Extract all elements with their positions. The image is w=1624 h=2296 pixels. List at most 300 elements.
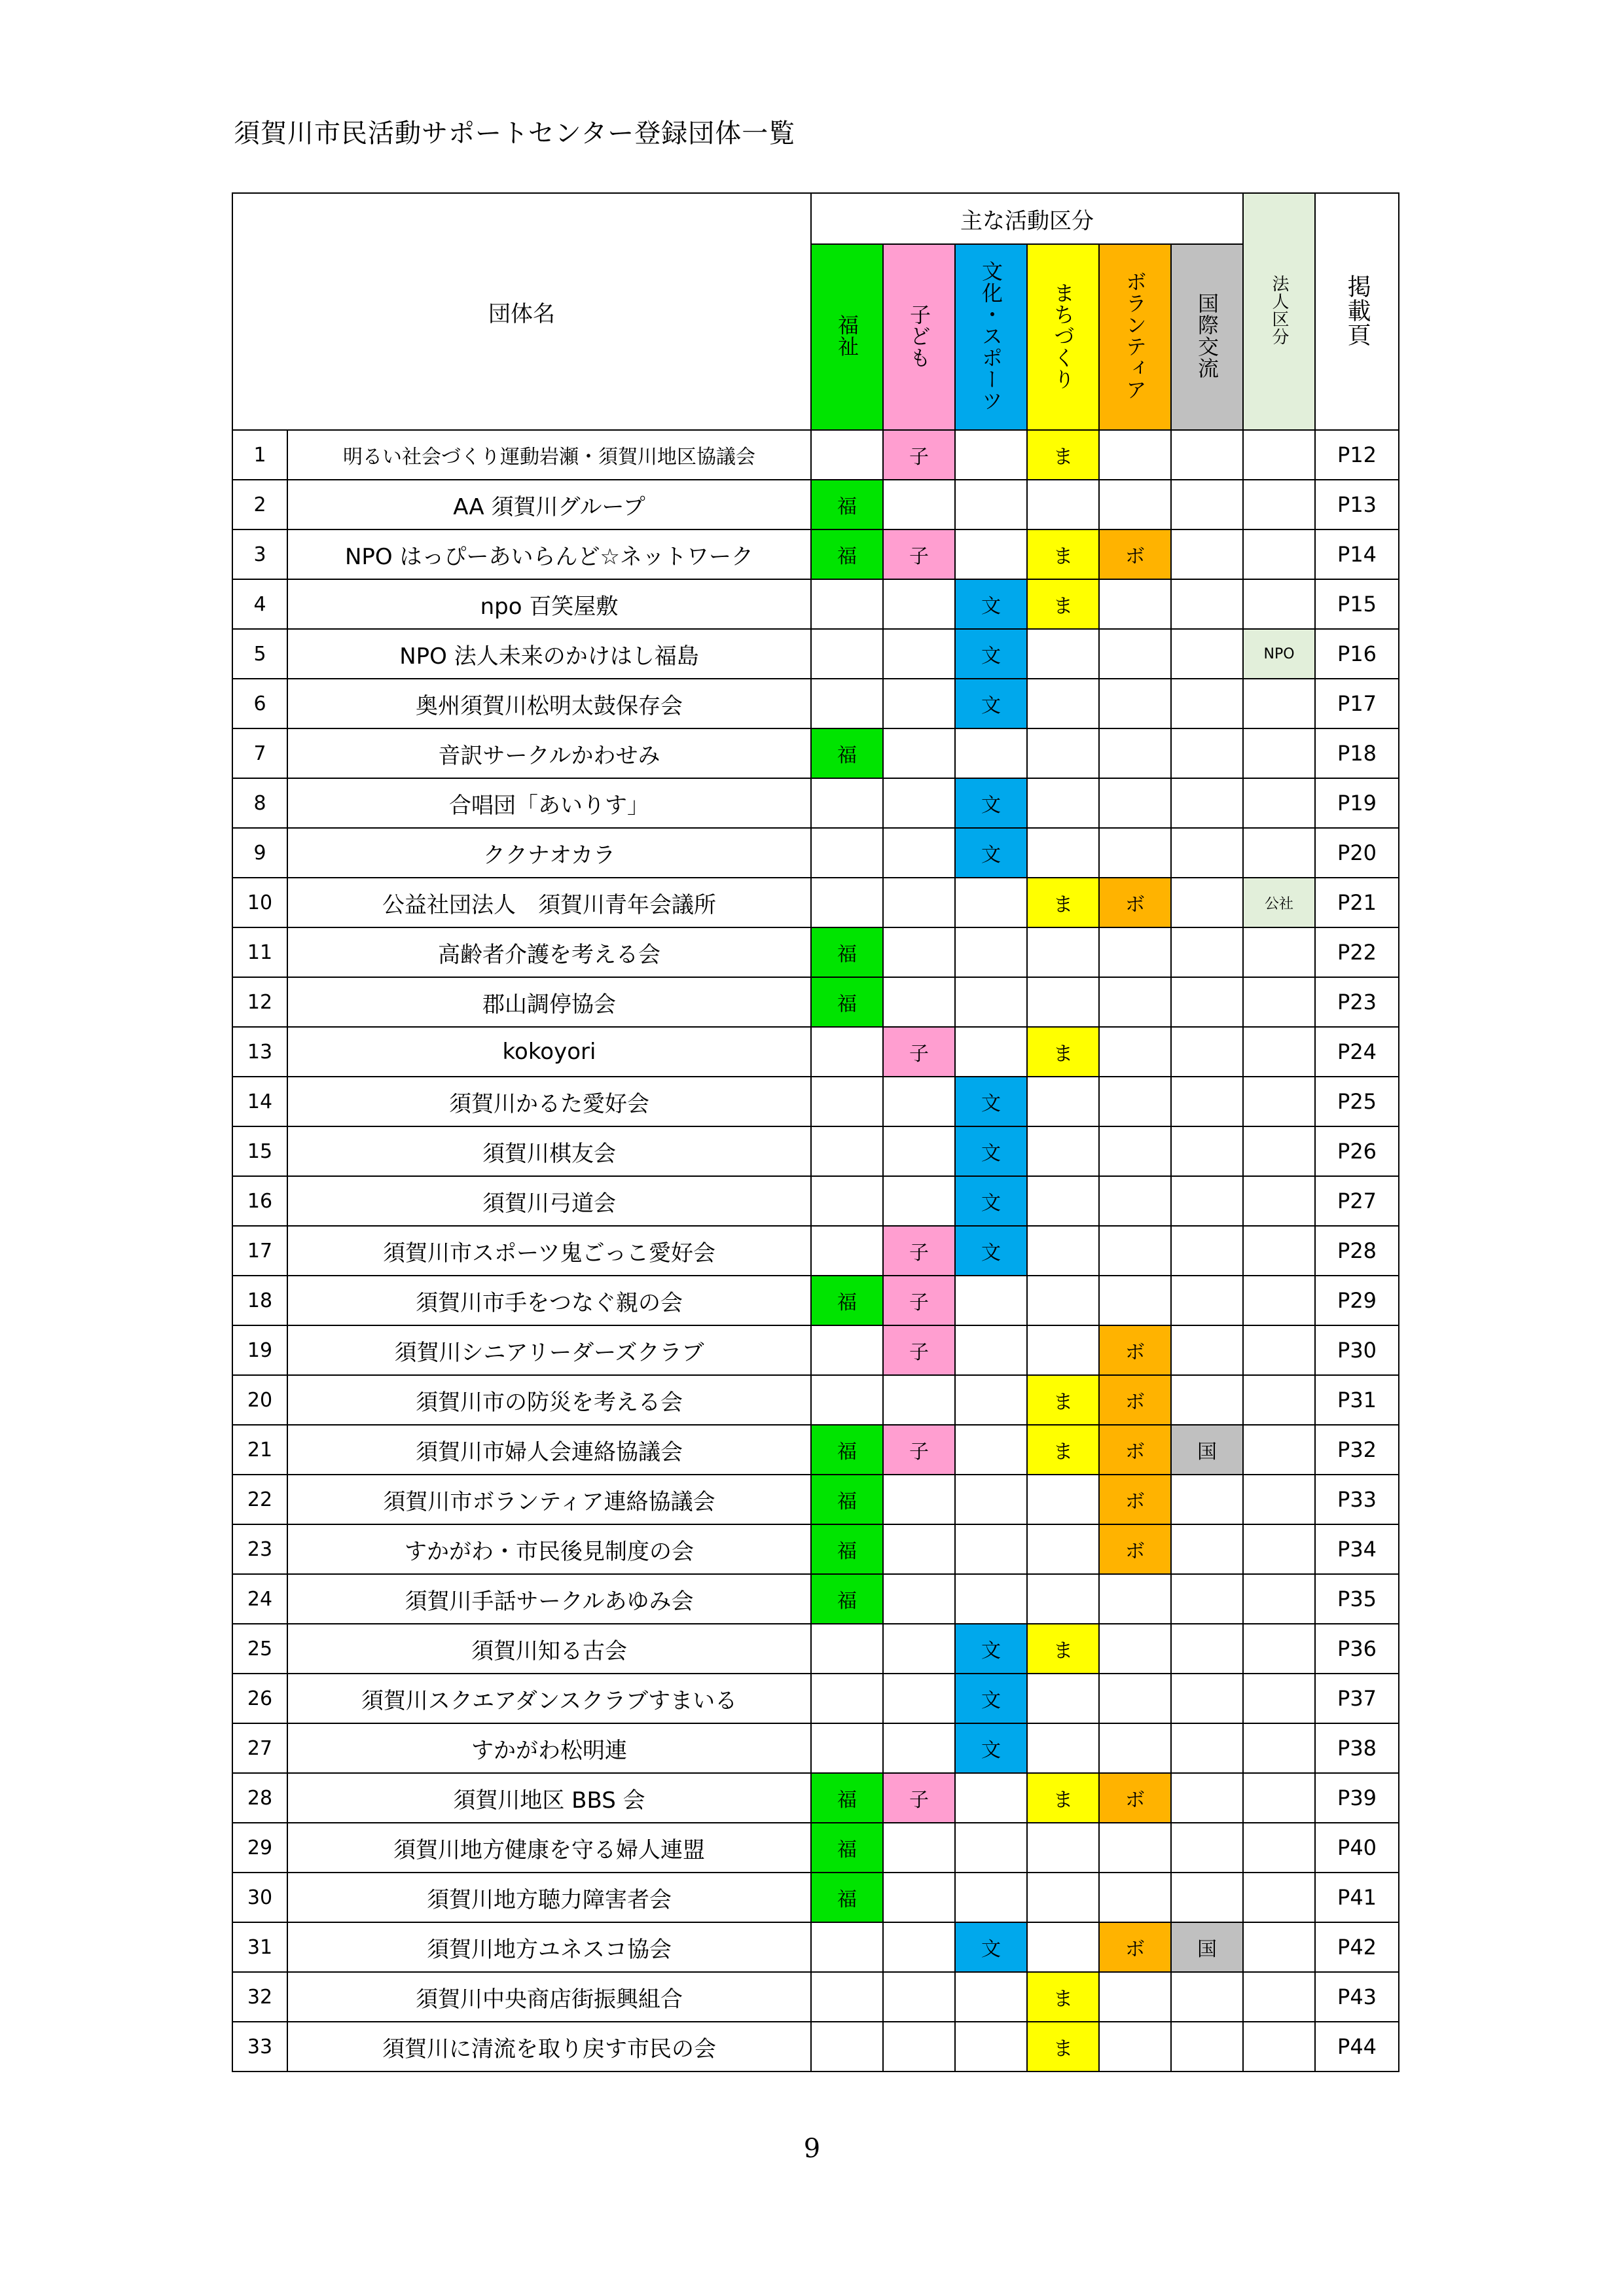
group-name: 須賀川市の防災を考える会 <box>287 1375 811 1425</box>
row-number: 21 <box>232 1425 287 1475</box>
category-community-cell <box>1027 1823 1099 1873</box>
category-community-cell <box>1027 1674 1099 1723</box>
category-community-cell <box>1027 1524 1099 1574</box>
page-reference: P38 <box>1315 1723 1399 1773</box>
category-children-cell <box>883 579 955 629</box>
category-children-cell <box>883 1972 955 2022</box>
category-culture-sports-cell: 文 <box>955 1723 1027 1773</box>
category-community-cell <box>1027 1126 1099 1176</box>
corporation-type-cell <box>1243 1375 1315 1425</box>
category-community-cell <box>1027 728 1099 778</box>
category-culture-sports-cell <box>955 529 1027 579</box>
category-volunteer-cell <box>1099 1027 1171 1077</box>
page-reference: P43 <box>1315 1972 1399 2022</box>
category-children-cell <box>883 1524 955 1574</box>
page-reference: P23 <box>1315 977 1399 1027</box>
category-culture-sports-cell <box>955 1823 1027 1873</box>
category-welfare-cell <box>811 1624 883 1674</box>
category-culture-sports-cell: 文 <box>955 1126 1027 1176</box>
category-welfare-cell: 福 <box>811 1475 883 1524</box>
row-number: 18 <box>232 1276 287 1325</box>
page-reference: P15 <box>1315 579 1399 629</box>
corporation-type-cell <box>1243 480 1315 529</box>
table-row <box>232 1574 1399 1624</box>
document-title: 須賀川市民活動サポートセンター登録団体一覧 <box>234 118 796 149</box>
page-reference: P42 <box>1315 1922 1399 1972</box>
row-number: 6 <box>232 679 287 728</box>
category-international-cell <box>1171 1375 1243 1425</box>
category-children-cell <box>883 878 955 927</box>
category-community-cell: ま <box>1027 1624 1099 1674</box>
category-welfare-cell <box>811 778 883 828</box>
category-volunteer-cell: ボ <box>1099 1475 1171 1524</box>
category-international-cell <box>1171 2022 1243 2072</box>
category-culture-sports-cell <box>955 2022 1027 2072</box>
table-row <box>232 927 1399 977</box>
category-community-cell <box>1027 1574 1099 1624</box>
corporation-type-cell: NPO <box>1243 629 1315 679</box>
row-number: 5 <box>232 629 287 679</box>
category-international-cell <box>1171 1723 1243 1773</box>
corporation-type-cell <box>1243 430 1315 480</box>
category-children-cell <box>883 1723 955 1773</box>
category-welfare-cell: 福 <box>811 1823 883 1873</box>
row-number: 11 <box>232 927 287 977</box>
category-culture-sports-cell: 文 <box>955 778 1027 828</box>
category-international-cell <box>1171 927 1243 977</box>
category-culture-sports-cell <box>955 1972 1027 2022</box>
row-number: 10 <box>232 878 287 927</box>
category-culture-sports-cell: 文 <box>955 1176 1027 1226</box>
page-reference: P39 <box>1315 1773 1399 1823</box>
corporation-type-cell <box>1243 1027 1315 1077</box>
category-international-cell <box>1171 1574 1243 1624</box>
category-children-cell: 子 <box>883 1226 955 1276</box>
group-name: 奥州須賀川松明太鼓保存会 <box>287 679 811 728</box>
category-international-cell <box>1171 1972 1243 2022</box>
category-welfare-cell: 福 <box>811 1873 883 1922</box>
category-community-header: まちづくり <box>1027 244 1099 430</box>
table-row <box>232 1773 1399 1823</box>
group-name: 音訳サークルかわせみ <box>287 728 811 778</box>
category-welfare-cell <box>811 1226 883 1276</box>
table-row <box>232 1176 1399 1226</box>
category-international-cell <box>1171 1475 1243 1524</box>
corporation-type-cell <box>1243 1922 1315 1972</box>
table-row <box>232 1027 1399 1077</box>
category-international-cell <box>1171 778 1243 828</box>
group-name: 明るい社会づくり運動岩瀬・須賀川地区協議会 <box>287 430 811 480</box>
category-welfare-cell: 福 <box>811 1276 883 1325</box>
category-volunteer-cell: ボ <box>1099 1773 1171 1823</box>
table-row <box>232 679 1399 728</box>
category-international-cell <box>1171 1624 1243 1674</box>
category-volunteer-cell <box>1099 480 1171 529</box>
category-volunteer-cell <box>1099 679 1171 728</box>
table-row <box>232 480 1399 529</box>
row-number: 27 <box>232 1723 287 1773</box>
group-name: 須賀川手話サークルあゆみ会 <box>287 1574 811 1624</box>
category-children-cell: 子 <box>883 1425 955 1475</box>
group-name: 須賀川地方聴力障害者会 <box>287 1873 811 1922</box>
category-community-cell <box>1027 927 1099 977</box>
row-number: 15 <box>232 1126 287 1176</box>
group-name: 須賀川スクエアダンスクラブすまいる <box>287 1674 811 1723</box>
group-name: 須賀川市スポーツ鬼ごっこ愛好会 <box>287 1226 811 1276</box>
category-welfare-cell: 福 <box>811 977 883 1027</box>
category-international-cell <box>1171 1674 1243 1723</box>
corporation-type-cell: 公社 <box>1243 878 1315 927</box>
category-international-cell <box>1171 1773 1243 1823</box>
category-volunteer-cell <box>1099 1723 1171 1773</box>
category-children-cell: 子 <box>883 1276 955 1325</box>
category-children-cell <box>883 977 955 1027</box>
page-reference: P37 <box>1315 1674 1399 1723</box>
row-number: 1 <box>232 430 287 480</box>
category-volunteer-cell: ボ <box>1099 529 1171 579</box>
category-children-cell <box>883 1873 955 1922</box>
row-number: 20 <box>232 1375 287 1425</box>
corporation-type-cell <box>1243 1226 1315 1276</box>
table-row <box>232 1077 1399 1126</box>
category-volunteer-header: ボランティア <box>1099 244 1171 430</box>
category-international-cell <box>1171 878 1243 927</box>
category-international-cell <box>1171 679 1243 728</box>
category-community-cell: ま <box>1027 2022 1099 2072</box>
category-welfare-cell: 福 <box>811 1773 883 1823</box>
category-volunteer-cell: ボ <box>1099 878 1171 927</box>
row-number: 16 <box>232 1176 287 1226</box>
corporation-type-cell <box>1243 728 1315 778</box>
page-reference: P22 <box>1315 927 1399 977</box>
category-welfare-cell <box>811 2022 883 2072</box>
category-welfare-cell <box>811 1325 883 1375</box>
category-welfare-cell: 福 <box>811 1574 883 1624</box>
category-children-cell <box>883 480 955 529</box>
category-welfare-cell <box>811 878 883 927</box>
category-volunteer-cell <box>1099 728 1171 778</box>
category-community-cell <box>1027 1226 1099 1276</box>
category-welfare-cell <box>811 828 883 878</box>
corporation-type-cell <box>1243 828 1315 878</box>
category-welfare-cell <box>811 1375 883 1425</box>
category-welfare-cell: 福 <box>811 728 883 778</box>
category-community-cell: ま <box>1027 878 1099 927</box>
category-volunteer-cell <box>1099 1574 1171 1624</box>
category-international-cell <box>1171 828 1243 878</box>
row-number: 26 <box>232 1674 287 1723</box>
row-number: 28 <box>232 1773 287 1823</box>
corporation-type-cell <box>1243 1425 1315 1475</box>
page-reference: P20 <box>1315 828 1399 878</box>
category-culture-sports-cell <box>955 1773 1027 1823</box>
category-volunteer-cell <box>1099 778 1171 828</box>
category-volunteer-cell <box>1099 1077 1171 1126</box>
category-welfare-cell: 福 <box>811 529 883 579</box>
page-reference: P28 <box>1315 1226 1399 1276</box>
category-volunteer-cell <box>1099 1624 1171 1674</box>
category-children-cell <box>883 629 955 679</box>
group-name: npo 百笑屋敷 <box>287 579 811 629</box>
category-children-cell: 子 <box>883 1773 955 1823</box>
page-reference: P26 <box>1315 1126 1399 1176</box>
category-international-cell: 国 <box>1171 1425 1243 1475</box>
group-name: 須賀川市ボランティア連絡協議会 <box>287 1475 811 1524</box>
category-community-cell: ま <box>1027 529 1099 579</box>
row-number: 30 <box>232 1873 287 1922</box>
page-reference: P29 <box>1315 1276 1399 1325</box>
group-name: 須賀川市手をつなぐ親の会 <box>287 1276 811 1325</box>
page-reference: P17 <box>1315 679 1399 728</box>
category-volunteer-cell <box>1099 828 1171 878</box>
category-welfare-cell <box>811 1674 883 1723</box>
table-row <box>232 629 1399 679</box>
table-row <box>232 1873 1399 1922</box>
category-international-cell <box>1171 579 1243 629</box>
category-welfare-cell: 福 <box>811 927 883 977</box>
category-international-cell <box>1171 1077 1243 1126</box>
category-children-cell <box>883 1922 955 1972</box>
category-community-cell: ま <box>1027 1375 1099 1425</box>
category-children-cell <box>883 1176 955 1226</box>
category-international-cell <box>1171 728 1243 778</box>
page-reference: P41 <box>1315 1873 1399 1922</box>
table-row <box>232 1823 1399 1873</box>
corporation-type-cell <box>1243 1574 1315 1624</box>
category-culture-sports-cell: 文 <box>955 828 1027 878</box>
category-culture-sports-cell <box>955 1475 1027 1524</box>
category-children-cell <box>883 2022 955 2072</box>
table-row <box>232 1276 1399 1325</box>
group-name: 須賀川地方健康を守る婦人連盟 <box>287 1823 811 1873</box>
category-volunteer-cell <box>1099 1674 1171 1723</box>
table-row <box>232 1674 1399 1723</box>
corporation-type-cell <box>1243 1972 1315 2022</box>
category-volunteer-cell <box>1099 629 1171 679</box>
row-number: 13 <box>232 1027 287 1077</box>
category-children-cell <box>883 1375 955 1425</box>
category-volunteer-cell <box>1099 1226 1171 1276</box>
group-name: 須賀川棋友会 <box>287 1126 811 1176</box>
category-welfare-cell <box>811 1922 883 1972</box>
group-name: 高齢者介護を考える会 <box>287 927 811 977</box>
table-row <box>232 1922 1399 1972</box>
page-reference: P13 <box>1315 480 1399 529</box>
category-volunteer-cell: ボ <box>1099 1922 1171 1972</box>
page-reference: P14 <box>1315 529 1399 579</box>
group-name: ククナオカラ <box>287 828 811 878</box>
category-volunteer-cell <box>1099 1176 1171 1226</box>
category-volunteer-cell: ボ <box>1099 1425 1171 1475</box>
category-children-cell <box>883 1574 955 1624</box>
page-reference: P30 <box>1315 1325 1399 1375</box>
category-children-cell <box>883 828 955 878</box>
row-number: 22 <box>232 1475 287 1524</box>
group-name: すかがわ松明連 <box>287 1723 811 1773</box>
category-culture-sports-cell: 文 <box>955 679 1027 728</box>
category-volunteer-cell <box>1099 579 1171 629</box>
category-welfare-cell <box>811 629 883 679</box>
corporation-type-cell <box>1243 529 1315 579</box>
category-welfare-header: 福祉 <box>811 244 883 430</box>
category-culture-sports-cell: 文 <box>955 579 1027 629</box>
group-name: 須賀川市婦人会連絡協議会 <box>287 1425 811 1475</box>
row-number: 32 <box>232 1972 287 2022</box>
group-name: 須賀川に清流を取り戻す市民の会 <box>287 2022 811 2072</box>
category-community-cell <box>1027 778 1099 828</box>
group-name: NPO 法人未来のかけはし福島 <box>287 629 811 679</box>
category-volunteer-cell <box>1099 1873 1171 1922</box>
category-culture-sports-cell <box>955 430 1027 480</box>
group-name: 合唱団「あいりす」 <box>287 778 811 828</box>
corporation-type-cell <box>1243 1773 1315 1823</box>
category-international-cell <box>1171 1873 1243 1922</box>
category-international-cell <box>1171 1176 1243 1226</box>
page-reference: P25 <box>1315 1077 1399 1126</box>
category-community-cell <box>1027 1176 1099 1226</box>
table-row <box>232 579 1399 629</box>
category-culture-sports-cell <box>955 1325 1027 1375</box>
corporation-type-cell <box>1243 1524 1315 1574</box>
category-volunteer-cell: ボ <box>1099 1375 1171 1425</box>
row-number: 23 <box>232 1524 287 1574</box>
category-culture-sports-header: 文化・スポーツ <box>955 244 1027 430</box>
page-reference: P19 <box>1315 778 1399 828</box>
category-international-cell <box>1171 1226 1243 1276</box>
corporation-type-cell <box>1243 1126 1315 1176</box>
category-community-cell <box>1027 1723 1099 1773</box>
corporation-type-cell <box>1243 977 1315 1027</box>
corporation-type-cell <box>1243 1325 1315 1375</box>
category-culture-sports-cell <box>955 1276 1027 1325</box>
group-name: AA 須賀川グループ <box>287 480 811 529</box>
category-culture-sports-cell: 文 <box>955 629 1027 679</box>
page-reference: P32 <box>1315 1425 1399 1475</box>
corporation-type-cell <box>1243 1176 1315 1226</box>
corporation-type-header: 法人区分 <box>1243 193 1315 430</box>
row-number: 29 <box>232 1823 287 1873</box>
category-culture-sports-cell: 文 <box>955 1077 1027 1126</box>
category-international-cell <box>1171 1276 1243 1325</box>
page-reference: P35 <box>1315 1574 1399 1624</box>
group-name: 須賀川中央商店街振興組合 <box>287 1972 811 2022</box>
category-community-cell <box>1027 1873 1099 1922</box>
category-children-cell <box>883 1823 955 1873</box>
corporation-type-cell <box>1243 579 1315 629</box>
category-community-cell: ま <box>1027 430 1099 480</box>
table-row <box>232 1972 1399 2022</box>
group-name: NPO はっぴーあいらんど☆ネットワーク <box>287 529 811 579</box>
category-international-cell <box>1171 430 1243 480</box>
page-reference: P40 <box>1315 1823 1399 1873</box>
category-children-cell: 子 <box>883 529 955 579</box>
table-row <box>232 1723 1399 1773</box>
category-welfare-cell <box>811 1723 883 1773</box>
category-volunteer-cell <box>1099 927 1171 977</box>
category-culture-sports-cell <box>955 1524 1027 1574</box>
category-international-cell <box>1171 1027 1243 1077</box>
category-international-cell <box>1171 1126 1243 1176</box>
table-row <box>232 778 1399 828</box>
page-reference: P18 <box>1315 728 1399 778</box>
page-reference: P12 <box>1315 430 1399 480</box>
category-community-cell <box>1027 480 1099 529</box>
category-culture-sports-cell <box>955 927 1027 977</box>
category-children-header: 子ども <box>883 244 955 430</box>
corporation-type-cell <box>1243 1873 1315 1922</box>
corporation-type-cell <box>1243 778 1315 828</box>
table-row <box>232 2022 1399 2072</box>
category-welfare-cell <box>811 679 883 728</box>
row-number: 9 <box>232 828 287 878</box>
category-culture-sports-cell <box>955 1574 1027 1624</box>
category-community-cell <box>1027 977 1099 1027</box>
category-community-cell: ま <box>1027 1972 1099 2022</box>
category-community-cell <box>1027 629 1099 679</box>
category-culture-sports-cell <box>955 1375 1027 1425</box>
page-reference: P27 <box>1315 1176 1399 1226</box>
activity-category-header: 主な活動区分 <box>811 193 1243 244</box>
category-international-cell: 国 <box>1171 1922 1243 1972</box>
row-number: 8 <box>232 778 287 828</box>
category-welfare-cell <box>811 579 883 629</box>
category-community-cell <box>1027 1077 1099 1126</box>
category-volunteer-cell: ボ <box>1099 1325 1171 1375</box>
table-row <box>232 1126 1399 1176</box>
category-community-cell <box>1027 679 1099 728</box>
table-row <box>232 1624 1399 1674</box>
page-number: 9 <box>803 2134 821 2164</box>
category-children-cell <box>883 679 955 728</box>
category-community-cell <box>1027 1922 1099 1972</box>
page-reference: P24 <box>1315 1027 1399 1077</box>
category-children-cell <box>883 778 955 828</box>
group-name: 郡山調停協会 <box>287 977 811 1027</box>
row-number: 3 <box>232 529 287 579</box>
category-welfare-cell: 福 <box>811 1425 883 1475</box>
category-community-cell <box>1027 1475 1099 1524</box>
corporation-type-cell <box>1243 927 1315 977</box>
table-row <box>232 977 1399 1027</box>
category-volunteer-cell <box>1099 1972 1171 2022</box>
corporation-type-cell <box>1243 1674 1315 1723</box>
row-number: 4 <box>232 579 287 629</box>
group-name: 須賀川知る古会 <box>287 1624 811 1674</box>
category-international-cell <box>1171 1823 1243 1873</box>
category-culture-sports-cell <box>955 728 1027 778</box>
category-volunteer-cell: ボ <box>1099 1524 1171 1574</box>
category-international-cell <box>1171 977 1243 1027</box>
page-reference: P33 <box>1315 1475 1399 1524</box>
corporation-type-cell <box>1243 1624 1315 1674</box>
table-row <box>232 828 1399 878</box>
group-name: すかがわ・市民後見制度の会 <box>287 1524 811 1574</box>
page-reference: P44 <box>1315 2022 1399 2072</box>
row-number: 33 <box>232 2022 287 2072</box>
category-volunteer-cell <box>1099 2022 1171 2072</box>
category-culture-sports-cell: 文 <box>955 1922 1027 1972</box>
category-culture-sports-cell: 文 <box>955 1624 1027 1674</box>
category-community-cell <box>1027 1325 1099 1375</box>
category-culture-sports-cell: 文 <box>955 1226 1027 1276</box>
row-number: 2 <box>232 480 287 529</box>
category-children-cell <box>883 728 955 778</box>
corporation-type-cell <box>1243 1823 1315 1873</box>
category-international-cell <box>1171 629 1243 679</box>
corporation-type-cell <box>1243 1475 1315 1524</box>
category-children-cell: 子 <box>883 1325 955 1375</box>
category-community-cell: ま <box>1027 1773 1099 1823</box>
